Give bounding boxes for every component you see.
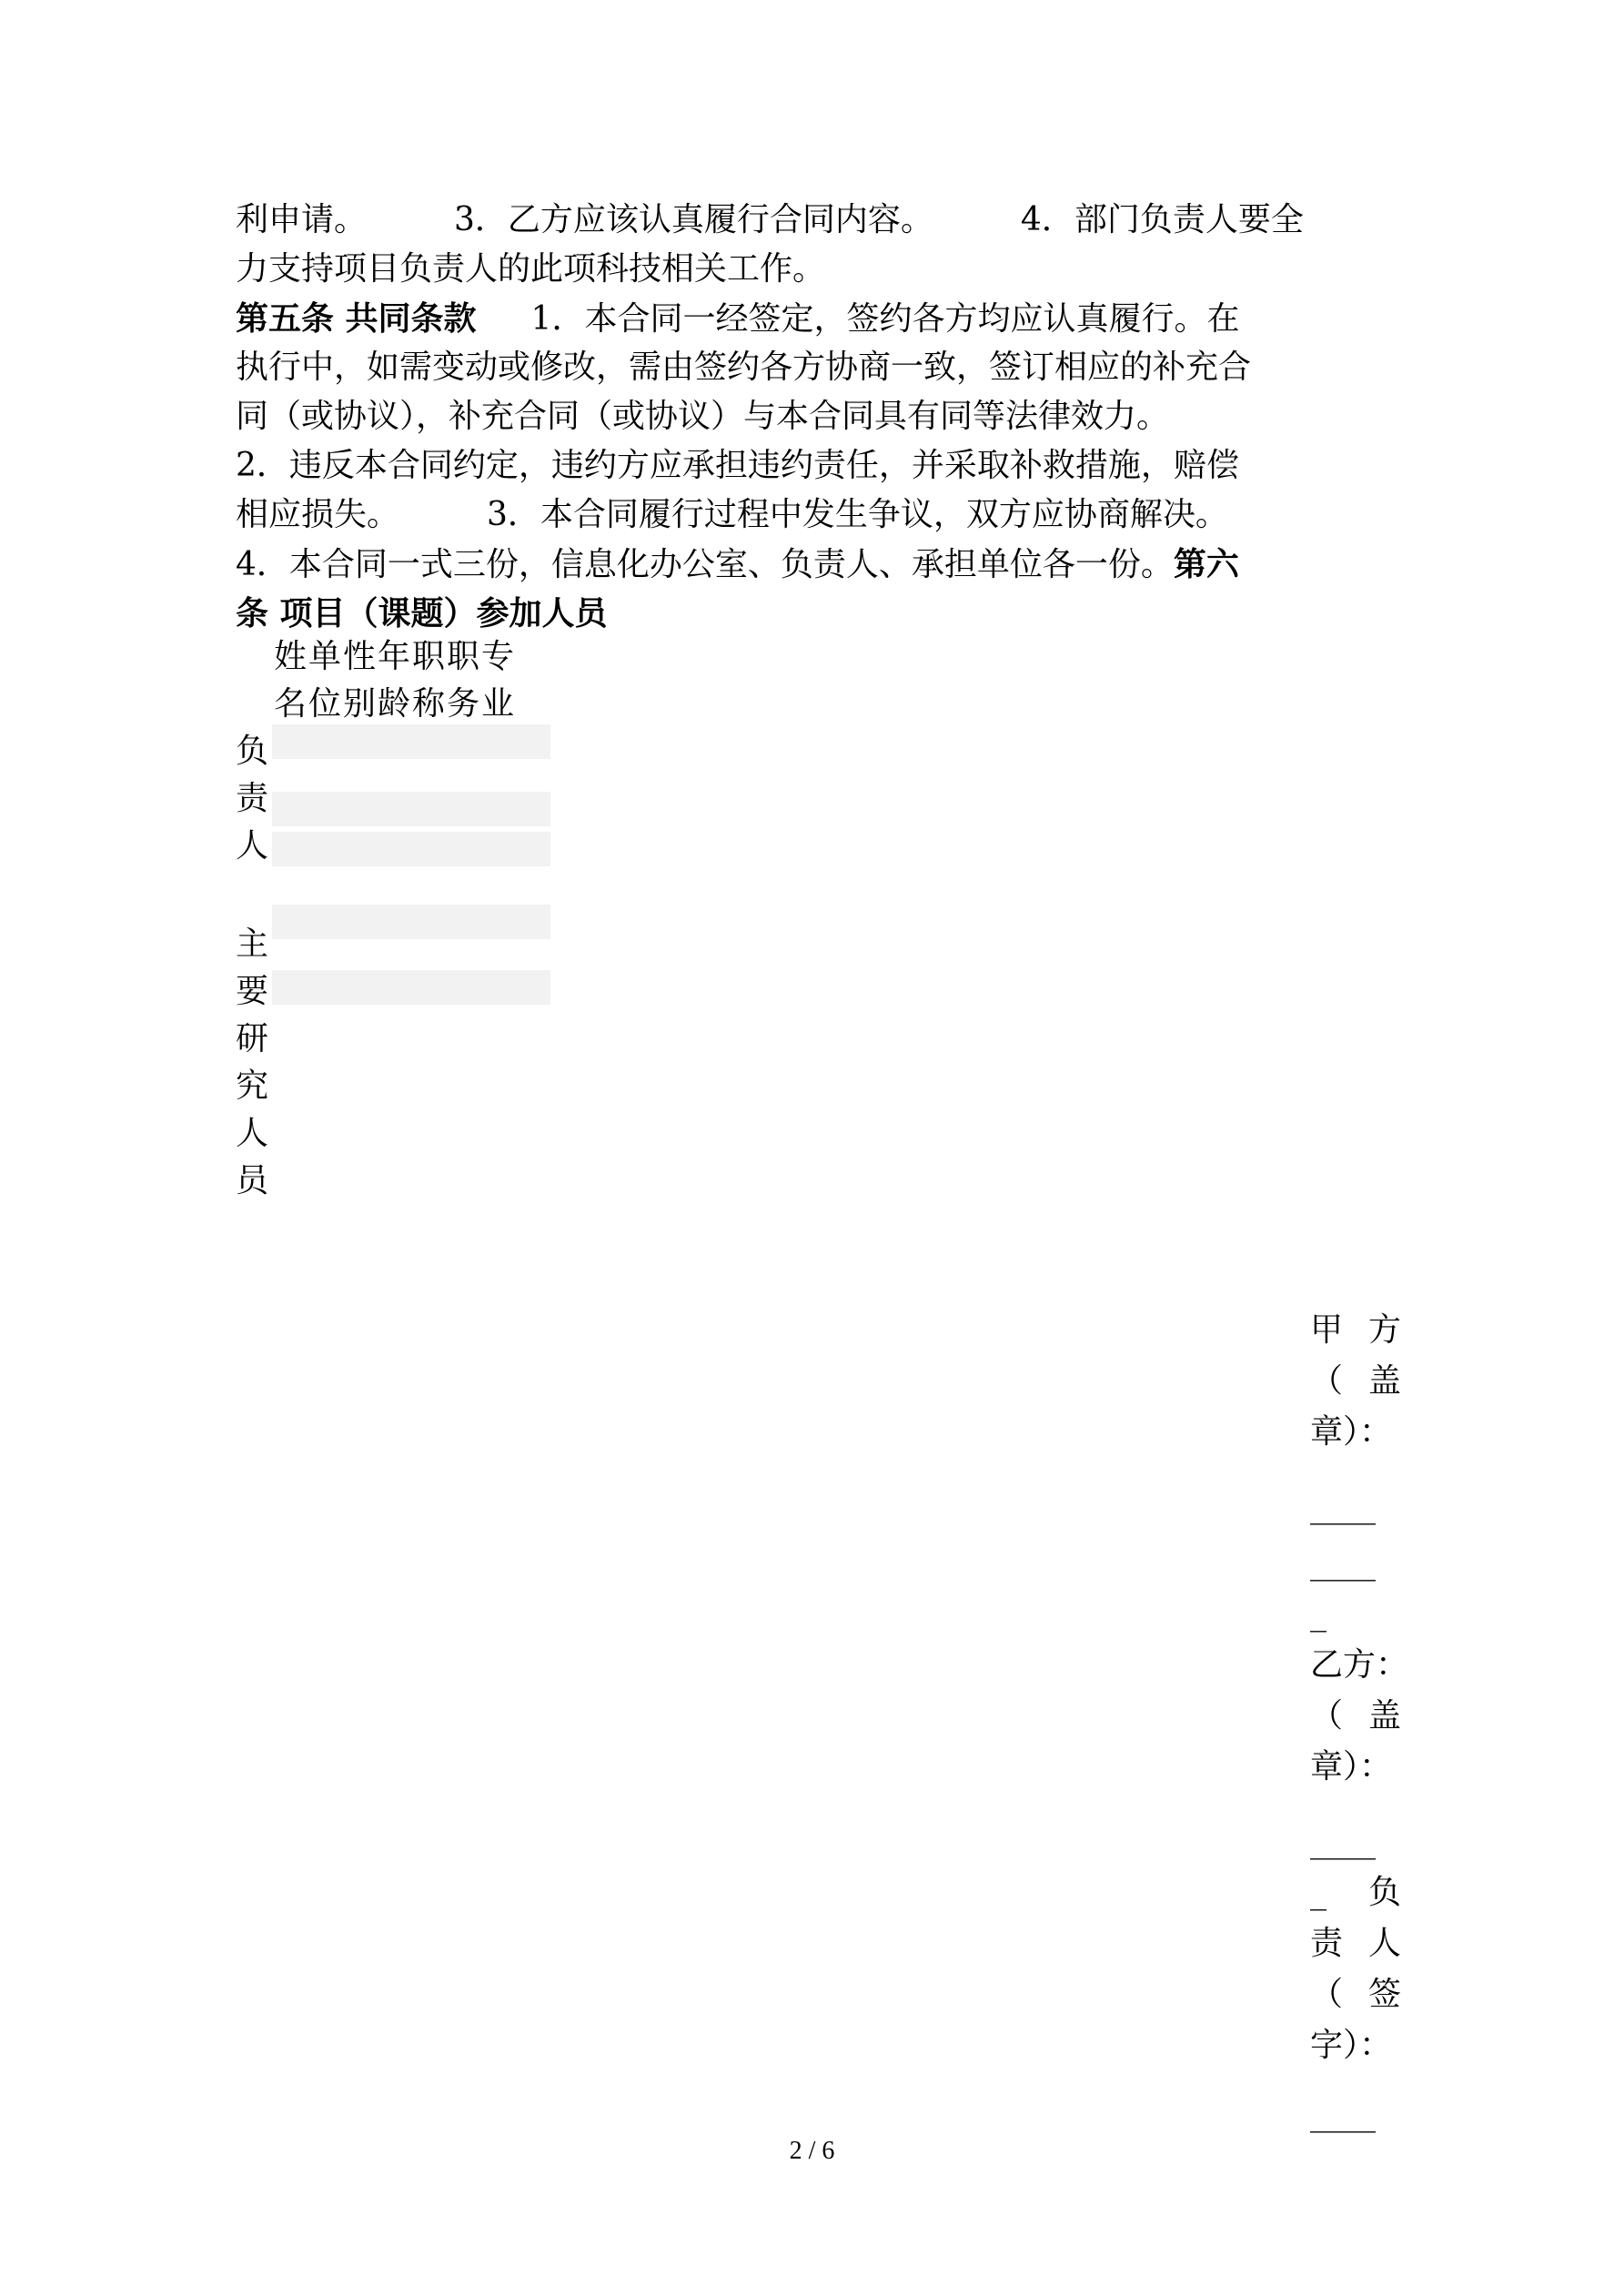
text-segment: 利申请。 xyxy=(236,201,368,238)
label-char: 员 xyxy=(236,1162,269,1199)
text-line-4: 执行中，如需变动或修改，需由签约各方协商一致，签订相应的补充合 xyxy=(236,349,1252,386)
signature-blank: ____ xyxy=(1310,1823,1376,1860)
article-6-heading-start: 第六 xyxy=(1173,545,1239,583)
leader-sign: （ 签 xyxy=(1310,1976,1401,2013)
table-cell xyxy=(272,724,550,759)
table-cell xyxy=(272,832,550,866)
party-b-seal-end: 章）： xyxy=(1310,1748,1393,1785)
text-line-6: 2．违反本合同约定，违约方应承担违约责任，并采取补救措施，赔偿 xyxy=(236,447,1239,484)
text-segment: 3．本合同履行过程中发生争议，双方应协商解决。 xyxy=(487,496,1228,533)
signature-blank: _ xyxy=(1310,1595,1326,1633)
text-segment: 1．本合同一经签定，签约各方均应认真履行。在 xyxy=(530,300,1240,338)
text-line-7 xyxy=(236,491,1228,539)
leader-label: 责 人 xyxy=(1310,1925,1401,1962)
page-number: 2 / 6 xyxy=(789,2137,835,2165)
label-char: 主 xyxy=(236,925,269,963)
party-a-seal-end: 章）： xyxy=(1310,1413,1393,1451)
label-char: 研 xyxy=(236,1020,269,1057)
signature-blank: ____ xyxy=(1310,1488,1376,1525)
label-char: 究 xyxy=(236,1067,269,1105)
signature-blank: ____ xyxy=(1310,2096,1376,2133)
leader-label-start: _ 负 xyxy=(1310,1874,1401,1911)
table-cell xyxy=(272,970,550,1005)
signature-blank: ____ xyxy=(1310,1544,1376,1582)
label-char: 人 xyxy=(236,827,269,865)
party-a-seal: （ 盖 xyxy=(1310,1362,1401,1400)
article-5-heading: 第五条 共同条款 xyxy=(236,299,477,338)
table-cell xyxy=(272,792,550,826)
text-line-2: 力支持项目负责人的此项科技相关工作。 xyxy=(236,250,826,288)
text-line-3 xyxy=(236,295,1239,343)
article-6-heading: 条 项目（课题）参加人员 xyxy=(236,594,608,632)
text-line-5: 同（或协议），补充合同（或协议）与本合同具有同等法律效力。 xyxy=(236,398,1170,435)
leader-sign-end: 字）： xyxy=(1310,2027,1393,2064)
text-segment: 4．本合同一式三份，信息化办公室、负责人、承担单位各一份。 xyxy=(236,546,1174,583)
text-segment: 4．部门负责人要全 xyxy=(1020,201,1304,238)
label-char: 人 xyxy=(236,1115,269,1152)
text-segment: 相应损失。 xyxy=(236,496,400,533)
party-b-label: 乙方： xyxy=(1310,1646,1409,1684)
table-header-row-1: 姓单性年职职专 xyxy=(274,638,517,675)
label-char: 责 xyxy=(236,780,269,817)
table-header-row-2: 名位别龄称务业 xyxy=(274,685,517,723)
table-cell xyxy=(272,905,550,939)
signature-block xyxy=(1310,1305,1409,2140)
researchers-row-label xyxy=(236,921,272,1205)
label-char: 负 xyxy=(236,733,269,770)
party-b-seal: （ 盖 xyxy=(1310,1697,1401,1735)
text-line-8 xyxy=(236,541,1239,589)
text-line-1 xyxy=(236,197,1304,244)
party-a-label: 甲 方 xyxy=(1310,1311,1401,1349)
leader-row-label xyxy=(236,728,272,870)
text-segment: 3．乙方应该认真履行合同内容。 xyxy=(454,201,933,238)
label-char: 要 xyxy=(236,973,269,1010)
